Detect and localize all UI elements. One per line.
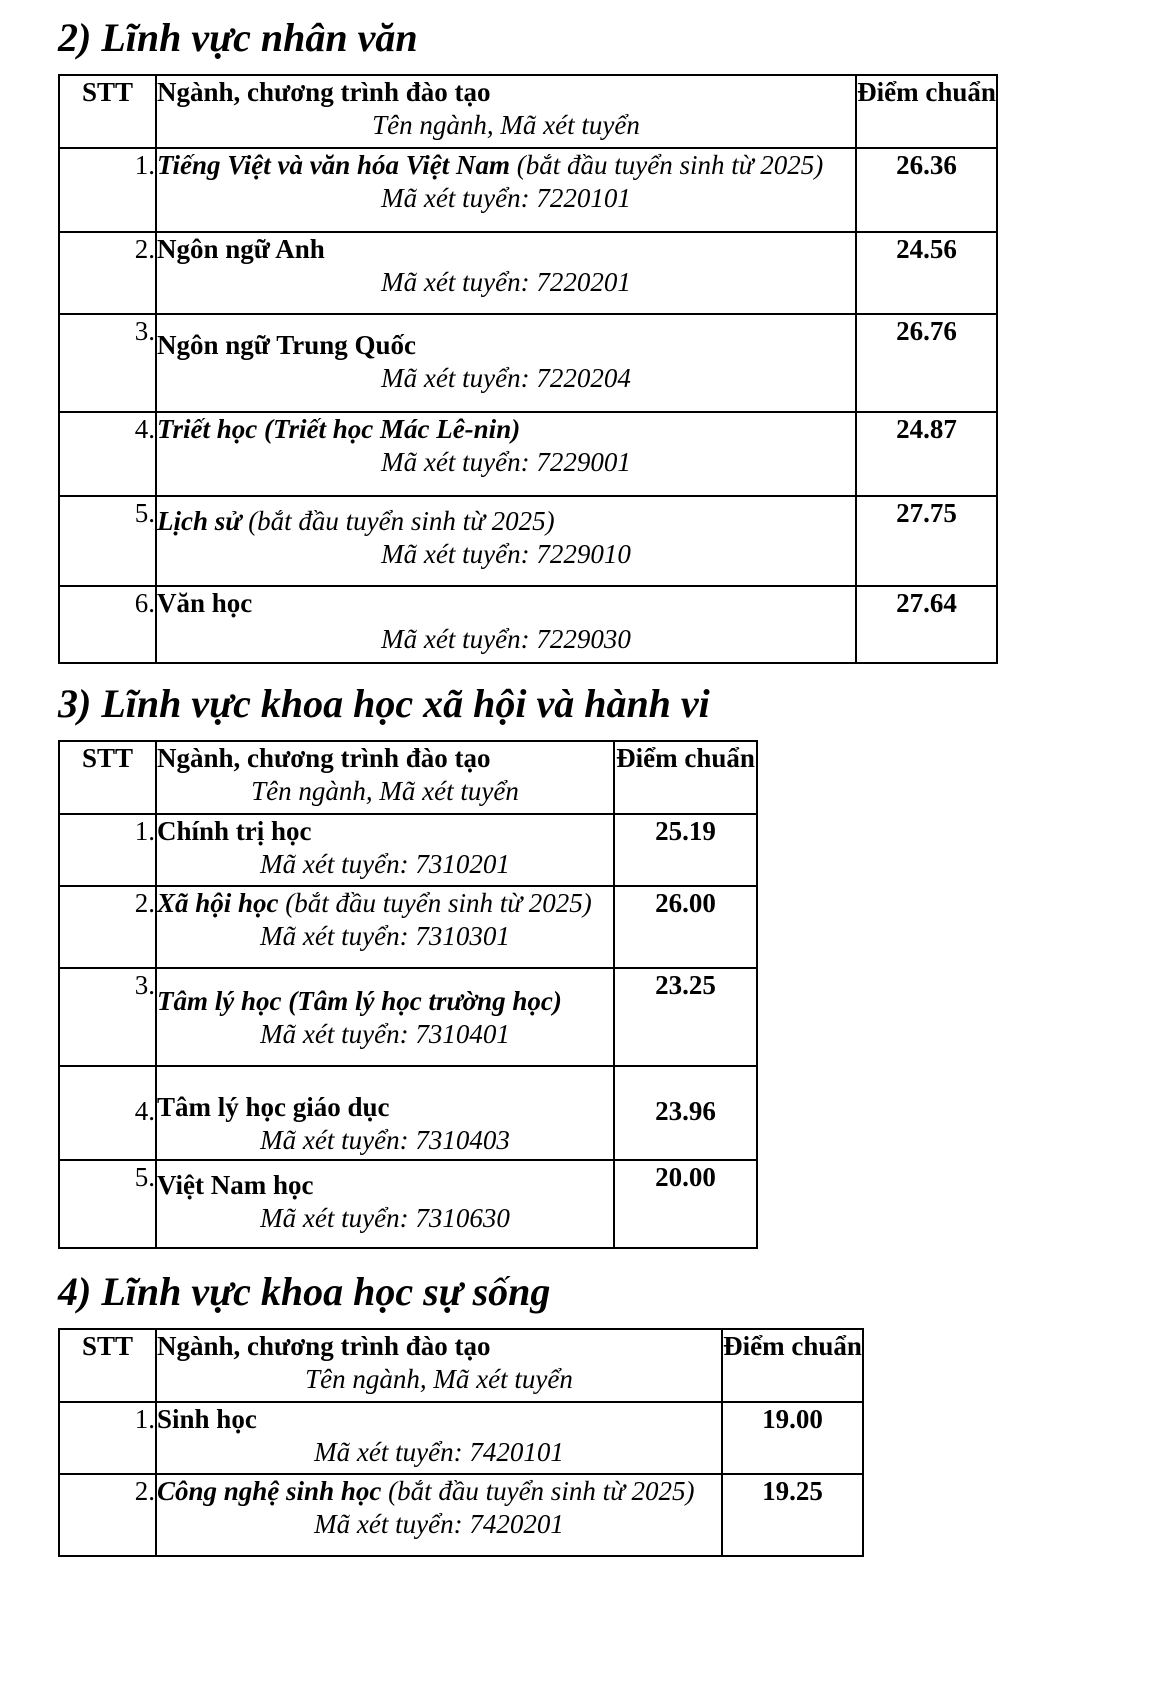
- table-row: [59, 814, 757, 886]
- admission-code: Mã xét tuyển: 7220204: [381, 362, 631, 393]
- score-header: Điểm chuẩn: [856, 75, 997, 148]
- program-header: [156, 741, 614, 814]
- program-name: Văn học: [157, 588, 253, 618]
- program-name: Xã hội học (bắt đầu tuyển sinh từ 2025): [157, 888, 592, 918]
- row-number: 4.: [59, 1066, 156, 1160]
- table-header-row: [59, 75, 997, 148]
- program-cell: [156, 1474, 722, 1556]
- program-header: [156, 75, 856, 148]
- row-number: 5.: [59, 496, 156, 586]
- program-header: [156, 1329, 722, 1402]
- benchmark-score: 25.19: [614, 814, 757, 886]
- program-name: Ngôn ngữ Trung Quốc: [157, 330, 417, 360]
- row-number: 2.: [59, 1474, 156, 1556]
- row-number: 3.: [59, 314, 156, 412]
- row-number: 1.: [59, 148, 156, 232]
- section-title-humanities: 2) Lĩnh vực nhân văn: [58, 15, 418, 60]
- row-number: 1.: [59, 1402, 156, 1474]
- score-header: Điểm chuẩn: [722, 1329, 863, 1402]
- table-row: [59, 314, 997, 412]
- table-row: [59, 496, 997, 586]
- table-row: [59, 968, 757, 1066]
- admission-code: Mã xét tuyển: 7310201: [260, 848, 510, 879]
- program-name: Ngôn ngữ Anh: [157, 234, 325, 264]
- benchmark-score: 23.25: [614, 968, 757, 1066]
- admission-code: Mã xét tuyển: 7310401: [260, 1018, 510, 1049]
- program-name: Công nghệ sinh học (bắt đầu tuyển sinh từ 2025): [157, 1476, 695, 1506]
- table-row: [59, 412, 997, 496]
- admission-code: Mã xét tuyển: 7229001: [381, 446, 631, 477]
- row-number: 2.: [59, 886, 156, 968]
- row-number: 5.: [59, 1160, 156, 1248]
- program-name: Tâm lý học giáo dục: [157, 1092, 390, 1122]
- benchmark-score: 23.96: [614, 1066, 757, 1160]
- program-cell: [156, 314, 856, 412]
- stt-header: STT: [59, 1329, 156, 1402]
- program-cell: [156, 1160, 614, 1248]
- row-number: 4.: [59, 412, 156, 496]
- life-sciences-score-table: [58, 1328, 864, 1557]
- benchmark-score: 19.25: [722, 1474, 863, 1556]
- benchmark-score: 26.36: [856, 148, 997, 232]
- row-number: 6.: [59, 586, 156, 663]
- table-row: [59, 1474, 863, 1556]
- program-cell: [156, 496, 856, 586]
- program-cell: [156, 1066, 614, 1160]
- program-cell: [156, 814, 614, 886]
- admission-code: Mã xét tuyển: 7220101: [381, 182, 631, 213]
- admission-code: Mã xét tuyển: 7420101: [314, 1436, 564, 1467]
- table-row: [59, 148, 997, 232]
- program-header-subtitle: Tên ngành, Mã xét tuyển: [305, 1363, 573, 1394]
- program-name: Lịch sử (bắt đầu tuyển sinh từ 2025): [157, 506, 555, 536]
- program-header-title: Ngành, chương trình đào tạo: [157, 743, 491, 773]
- program-cell: [156, 968, 614, 1066]
- benchmark-score: 27.75: [856, 496, 997, 586]
- benchmark-score: 19.00: [722, 1402, 863, 1474]
- table-row: [59, 586, 997, 663]
- admission-code: Mã xét tuyển: 7220201: [381, 266, 631, 297]
- score-header: Điểm chuẩn: [614, 741, 757, 814]
- program-name: Chính trị học: [157, 816, 312, 846]
- table-row: [59, 886, 757, 968]
- program-name: Triết học (Triết học Mác Lê-nin): [157, 414, 521, 444]
- program-cell: [156, 232, 856, 314]
- program-name: Việt Nam học: [157, 1170, 314, 1200]
- benchmark-score: 27.64: [856, 586, 997, 663]
- section-title-life-sciences: 4) Lĩnh vực khoa học sự sống: [58, 1269, 551, 1314]
- humanities-score-table: [58, 74, 998, 664]
- program-cell: [156, 586, 856, 663]
- row-number: 3.: [59, 968, 156, 1066]
- program-name: Tâm lý học (Tâm lý học trường học): [157, 986, 562, 1016]
- benchmark-score: 26.76: [856, 314, 997, 412]
- program-header-subtitle: Tên ngành, Mã xét tuyển: [372, 109, 640, 140]
- program-header-subtitle: Tên ngành, Mã xét tuyển: [251, 775, 519, 806]
- row-number: 2.: [59, 232, 156, 314]
- benchmark-score: 20.00: [614, 1160, 757, 1248]
- admission-code: Mã xét tuyển: 7310630: [260, 1202, 510, 1233]
- stt-header: STT: [59, 741, 156, 814]
- program-cell: [156, 148, 856, 232]
- program-cell: [156, 412, 856, 496]
- program-cell: [156, 1402, 722, 1474]
- program-name: Sinh học: [157, 1404, 257, 1434]
- program-cell: [156, 886, 614, 968]
- benchmark-score: 24.56: [856, 232, 997, 314]
- admission-code: Mã xét tuyển: 7420201: [314, 1508, 564, 1539]
- admission-code: Mã xét tuyển: 7310403: [260, 1124, 510, 1155]
- admission-code: Mã xét tuyển: 7229010: [381, 538, 631, 569]
- table-row: [59, 1160, 757, 1248]
- stt-header: STT: [59, 75, 156, 148]
- row-number: 1.: [59, 814, 156, 886]
- program-header-title: Ngành, chương trình đào tạo: [157, 1331, 491, 1361]
- benchmark-score: 24.87: [856, 412, 997, 496]
- social-sciences-score-table: [58, 740, 758, 1249]
- table-row: [59, 1402, 863, 1474]
- benchmark-score: 26.00: [614, 886, 757, 968]
- program-name: Tiếng Việt và văn hóa Việt Nam (bắt đầu tuyển sinh từ 2025): [157, 150, 824, 180]
- section-title-social-sciences: 3) Lĩnh vực khoa học xã hội và hành vi: [58, 681, 710, 726]
- admission-code: Mã xét tuyển: 7229030: [381, 623, 631, 654]
- table-header-row: [59, 1329, 863, 1402]
- table-row: [59, 232, 997, 314]
- table-row: [59, 1066, 757, 1160]
- table-header-row: [59, 741, 757, 814]
- program-header-title: Ngành, chương trình đào tạo: [157, 77, 491, 107]
- admission-code: Mã xét tuyển: 7310301: [260, 920, 510, 951]
